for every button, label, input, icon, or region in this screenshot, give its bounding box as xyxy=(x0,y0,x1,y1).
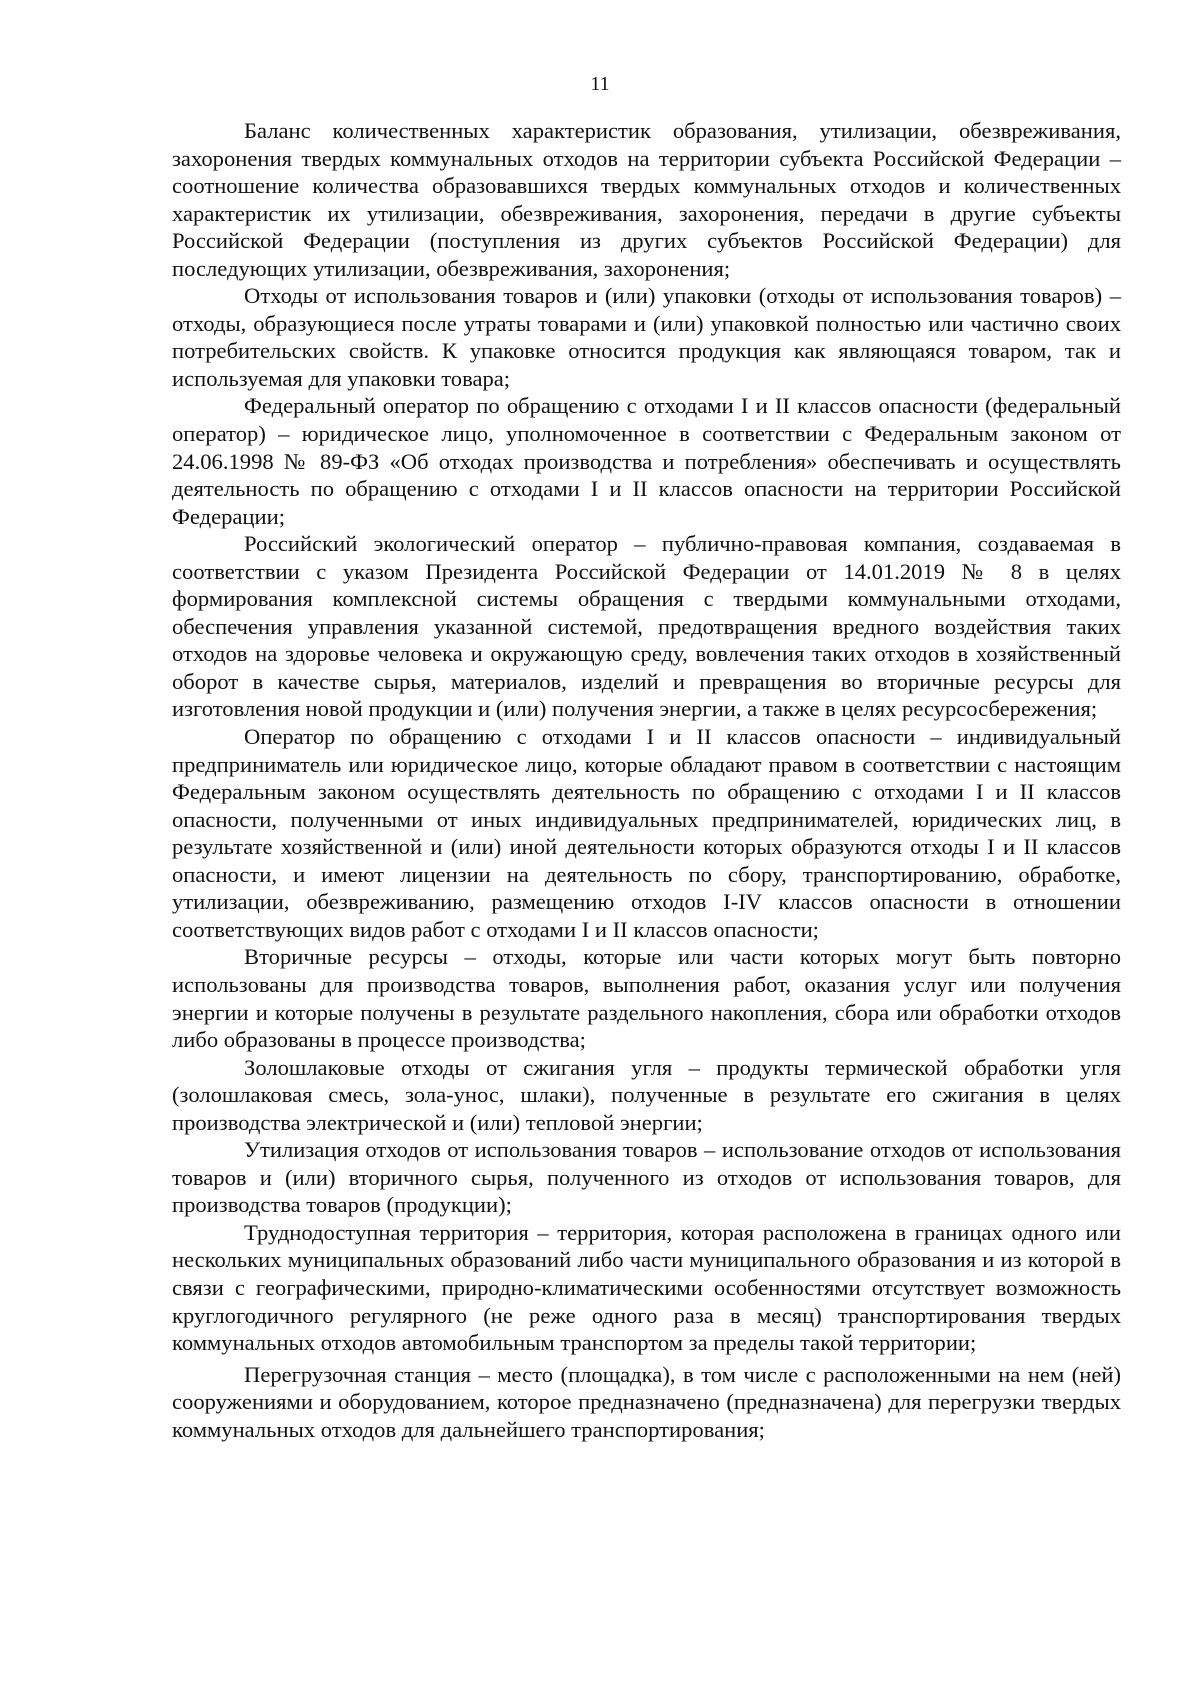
paragraph-hazard-operator: Оператор по обращению с отходами I и II классов опасности – индивидуальный предприниматель или юридическое лицо, которые обладают правом в соответствии с настоящим Федеральным законом осуществлять деятельность по обращению с отходами I и II классов опасности, полученными от иных индивидуальных предпринимателей, юридических лиц, в результате хозяйственной и (или) иной деятельности которых образуются отходы I и II классов опасности, и имеют лицензии на деятельность по сбору, транспортированию, обработке, утилизации, обезвреживанию, размещению отходов I-IV классов опасности в отношении соответствующих видов работ с отходами I и II классов опасности; xyxy=(172,724,1121,942)
document-body xyxy=(172,117,1121,1443)
paragraph-russian-eco-operator: Российский экологический оператор – публично-правовая компания, создаваемая в соответствии с указом Президента Российской Федерации от 14.01.2019 № 8 в целях формирования комплексной системы обращения с твердыми коммунальными отходами, обеспечения управления указанной системой, предотвращения вредного воздействия таких отходов на здоровье человека и окружающую среду, вовлечения таких отходов в хозяйственный оборот в качестве сырья, материалов, изделий и превращения во вторичные ресурсы для изготовления новой продукции и (или) получения энергии, а также в целях ресурсосбережения; xyxy=(172,531,1121,722)
paragraph-goods-waste-utilization: Утилизация отходов от использования товаров – использование отходов от использования товаров и (или) вторичного сырья, полученного из отходов от использования товаров, для производства товаров (продукции); xyxy=(172,1137,1121,1218)
page-number: 11 xyxy=(590,73,610,95)
paragraph-federal-operator: Федеральный оператор по обращению с отходами I и II классов опасности (федеральный оператор) – юридическое лицо, уполномоченное в соответствии с Федеральным законом от 24.06.1998 № 89-ФЗ «Об отходах производства и потребления» обеспечивать и осуществлять деятельность по обращению с отходами I и II классов опасности на территории Российской Федерации; xyxy=(172,393,1121,529)
paragraph-goods-waste: Отходы от использования товаров и (или) упаковки (отходы от использования товаров) – отходы, образующиеся после утраты товарами и (или) упаковкой полностью или частично своих потребительских свойств. К упаковке относится продукция как являющаяся товаром, так и используемая для упаковки товара; xyxy=(172,283,1121,391)
paragraph-balance: Баланс количественных характеристик образования, утилизации, обезвреживания, захоронения твердых коммунальных отходов на территории субъекта Российской Федерации – соотношение количества образовавшихся твердых коммунальных отходов и количественных характеристик их утилизации, обезвреживания, захоронения, передачи в другие субъекты Российской Федерации (поступления из других субъектов Российской Федерации) для последующих утилизации, обезвреживания, захоронения; xyxy=(172,118,1121,281)
paragraph-ash-slag-waste: Золошлаковые отходы от сжигания угля – продукты термической обработки угля (золошлаковая смесь, зола-унос, шлаки), полученные в результате его сжигания в целях производства электрической и (или) тепловой энергии; xyxy=(172,1054,1121,1135)
paragraph-transfer-station: Перегрузочная станция – место (площадка), в том числе с расположенными на нем (ней) сооружениями и оборудованием, которое предназначено (предназначена) для перегрузки твердых коммунальных отходов для дальнейшего транспортирования; xyxy=(172,1361,1121,1442)
paragraph-secondary-resources: Вторичные ресурсы – отходы, которые или части которых могут быть повторно использованы для производства товаров, выполнения работ, оказания услуг или получения энергии и которые получены в результате раздельного накопления, сбора или обработки отходов либо образованы в процессе производства; xyxy=(172,944,1121,1053)
paragraph-hard-to-reach-territory: Труднодоступная территория – территория, которая расположена в границах одного или нескольких муниципальных образований либо части муниципального образования и из которой в связи с географическими, природно-климатическими особенностями отсутствует возможность круглогодичного регулярного (не реже одного раза в месяц) транспортирования твердых коммунальных отходов автомобильным транспортом за пределы такой территории; xyxy=(172,1219,1121,1356)
